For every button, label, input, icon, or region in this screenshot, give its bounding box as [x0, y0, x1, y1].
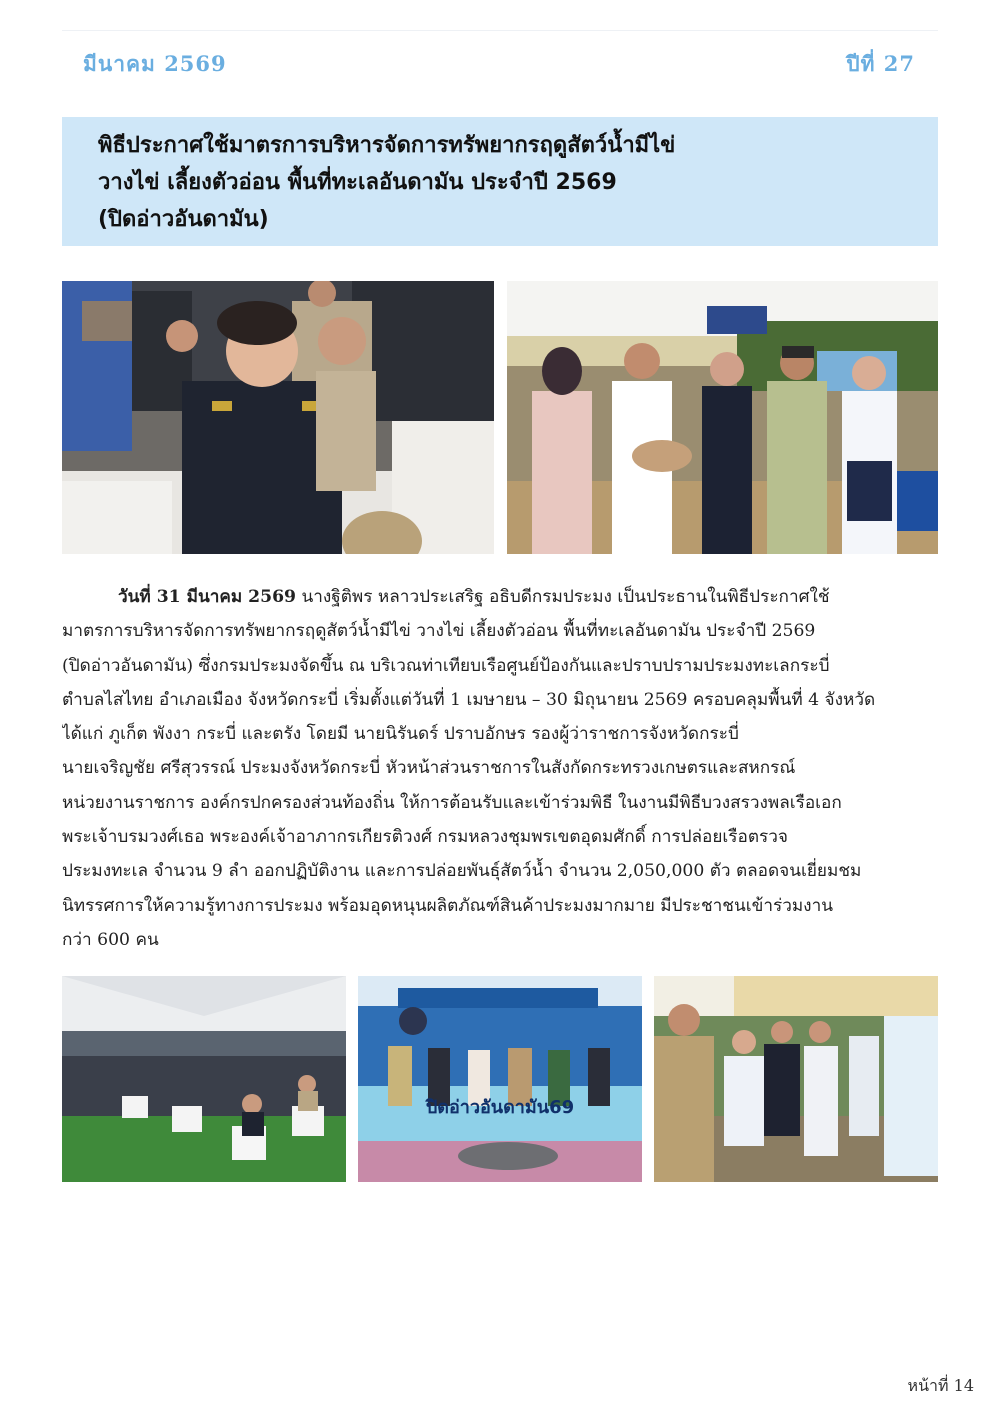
photo-group-at-booth [507, 281, 938, 554]
header-issue: ปีที่ 27 [846, 51, 915, 76]
body-lead-date: วันที่ 31 มีนาคม 2569 [118, 587, 296, 607]
photo-exhibition-tour [654, 976, 938, 1182]
title-line-2: วางไข่ เลี้ยงตัวอ่อน พื้นที่ทะเลอันดามัน ประจำปี 2569 [98, 170, 617, 195]
title-box [62, 117, 938, 246]
title-line-3: (ปิดอ่าวอันดามัน) [98, 207, 269, 232]
body-line-3: (ปิดอ่าวอันดามัน) ซึ่งกรมประมงจัดขึ้น ณ บริเวณท่าเทียบเรือศูนย์ป้องกันและปราบปรามประมงทะเลกระบี่ [62, 655, 830, 676]
photo-officials-seated [62, 281, 494, 554]
body-line-9: ประมงทะเล จำนวน 9 ลำ ออกปฏิบัติงาน และการปล่อยพันธุ์สัตว์น้ำ จำนวน 2,050,000 ตัว ตลอดจนเยี่ยมชม [62, 861, 862, 882]
body-line-1-text: นางฐิติพร หลาวประเสริฐ อธิบดีกรมประมง เป็นประธานในพิธีประกาศใช้ [296, 587, 830, 607]
body-line-1 [62, 580, 938, 614]
photo-stage-release [358, 976, 642, 1182]
body-line-8: พระเจ้าบรมวงศ์เธอ พระองค์เจ้าอาภากรเกียรติวงศ์ กรมหลวงชุมพรเขตอุดมศักดิ์ การปล่อยเรือตรวจ [62, 827, 788, 848]
header-divider [62, 30, 938, 31]
body-line-2: มาตรการบริหารจัดการทรัพยากรฤดูสัตว์น้ำมีไข่ วางไข่ เลี้ยงตัวอ่อน พื้นที่ทะเลอันดามัน ประจำปี 2569 [62, 621, 816, 642]
header-date: มีนาคม 2569 [83, 51, 227, 76]
stage-banner-text: ปิดอ่าวอันดามัน69 [425, 1097, 575, 1118]
body-line-6: นายเจริญชัย ศรีสุวรรณ์ ประมงจังหวัดกระบี่ หัวหน้าส่วนราชการในสังกัดกระทรวงเกษตรและสหกรณ์ [62, 758, 796, 779]
body-line-4: ตำบลไสไทย อำเภอเมือง จังหวัดกระบี่ เริ่มตั้งแต่วันที่ 1 เมษายน – 30 มิถุนายน 2569 ครอบคลุมพื้นที่ 4 จังหวัด [62, 689, 876, 710]
title-line-1: พิธีประกาศใช้มาตรการบริหารจัดการทรัพยากรฤดูสัตว์น้ำมีไข่ [98, 133, 676, 158]
article-body [62, 580, 938, 957]
body-line-7: หน่วยงานราชการ องค์กรปกครองส่วนท้องถิ่น ให้การต้อนรับและเข้าร่วมพิธี ในงานมีพิธีบวงสรวงพลเรือเอก [62, 792, 842, 813]
body-line-10: นิทรรศการให้ความรู้ทางการประมง พร้อมอุดหนุนผลิตภัณฑ์สินค้าประมงมากมาย มีประชาชนเข้าร่วมงาน [62, 895, 833, 916]
body-line-5: ได้แก่ ภูเก็ต พังงา กระบี่ และตรัง โดยมี นายนิรันดร์ ปราบอักษร รองผู้ว่าราชการจังหวัดกระบี่ [62, 724, 739, 745]
photo-audience-tent [62, 976, 346, 1182]
page-number: หน้าที่ 14 [907, 1376, 974, 1395]
body-line-11: กว่า 600 คน [62, 929, 159, 950]
